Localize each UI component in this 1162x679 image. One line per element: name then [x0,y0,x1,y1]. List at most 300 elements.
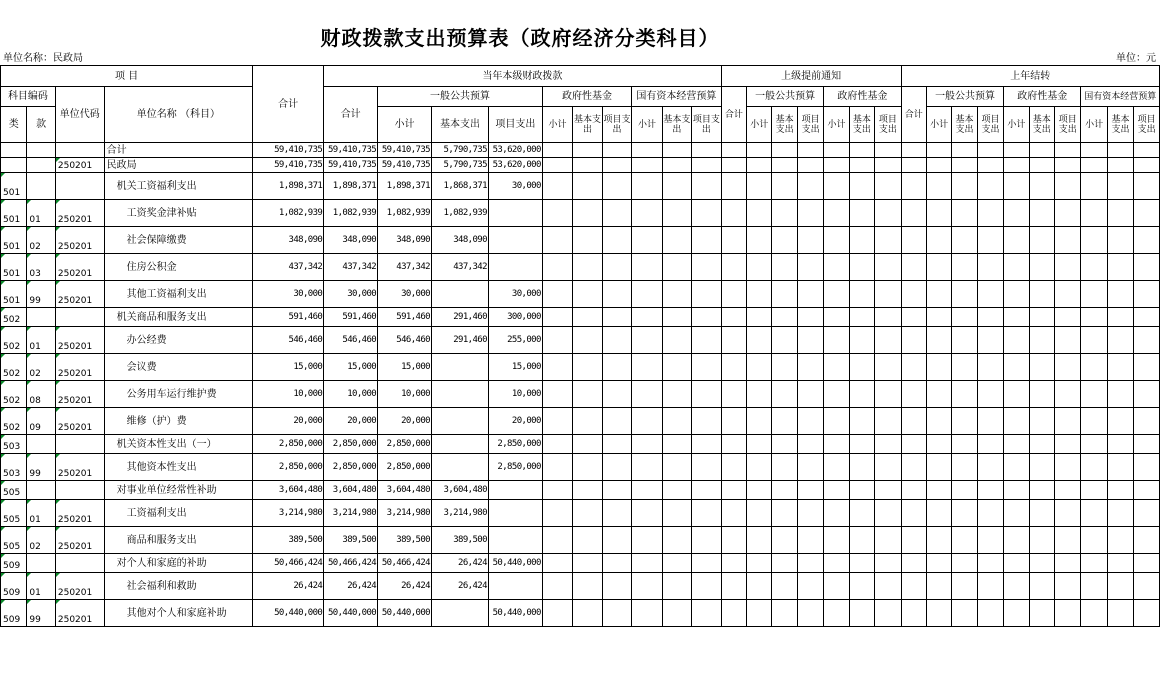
cell-empty [662,600,691,627]
header-un-f-basic: 基本支出 [849,107,874,143]
cell-name [104,143,252,158]
cell-empty [1134,227,1160,254]
cell-lei [1,354,27,381]
cell-unit-code [55,173,104,200]
cell-empty [901,354,926,381]
cell-cy-total-text: 26,424 [347,580,377,591]
cell-empty [952,327,977,354]
cell-kuan-text: 99 [29,469,41,479]
cell-lei-text: 501 [3,269,21,279]
cell-basic [432,554,489,573]
table-row [1,435,1160,454]
cell-empty [772,500,797,527]
cell-empty [901,500,926,527]
cell-total [253,500,324,527]
cell-empty [977,435,1003,454]
cell-empty [772,454,797,481]
cell-empty [824,573,849,600]
cell-marker-icon [56,408,60,412]
cell-empty [747,435,772,454]
cell-project [488,408,542,435]
cell-lei [1,554,27,573]
cell-empty [692,254,721,281]
cell-kuan [27,227,55,254]
cell-name [104,158,252,173]
cell-marker-icon [27,527,31,531]
cell-name-text: 维修（护）费 [126,415,187,427]
cell-empty [772,281,797,308]
cell-empty [901,158,926,173]
cell-empty [901,308,926,327]
cell-total-text: 20,000 [293,415,323,426]
cell-marker-icon [56,381,60,385]
cell-empty [1055,227,1081,254]
table-row [1,500,1160,527]
cell-total [253,254,324,281]
cell-subtotal-text: 3,214,980 [386,507,430,518]
cell-name-text: 民政局 [106,159,137,171]
cell-empty [849,143,874,158]
cell-empty [1107,554,1133,573]
cell-empty [1107,308,1133,327]
cell-empty [632,200,662,227]
cell-empty [632,573,662,600]
cell-empty [1055,435,1081,454]
cell-empty [1004,354,1029,381]
cell-total-text: 546,460 [288,334,323,345]
cell-kuan [27,281,55,308]
cell-basic [432,435,489,454]
cell-empty [1081,254,1107,281]
cell-empty [1134,600,1160,627]
cell-empty [692,573,721,600]
cell-empty [977,454,1003,481]
cell-subtotal [378,143,432,158]
cell-subtotal-text: 20,000 [401,415,430,426]
cell-subtotal-text: 1,898,371 [386,180,430,191]
cell-unit-code [55,408,104,435]
cell-empty [721,500,746,527]
cell-empty [875,435,901,454]
cell-empty [1081,354,1107,381]
table-row [1,254,1160,281]
cell-empty [1055,158,1081,173]
cell-basic [432,281,489,308]
cell-project-text: 300,000 [507,311,541,322]
cell-unit-code [55,435,104,454]
cell-name-text: 机关资本性支出（一） [116,438,217,450]
cell-empty [1081,227,1107,254]
cell-project [488,227,542,254]
cell-empty [1081,500,1107,527]
cell-kuan-text: 99 [29,615,41,625]
cell-subtotal-text: 1,082,939 [386,207,430,218]
cell-empty [849,454,874,481]
cell-empty [542,227,572,254]
cell-marker-icon [1,527,5,531]
table-row [1,327,1160,354]
cell-empty [747,254,772,281]
cell-empty [542,454,572,481]
cell-empty [573,573,602,600]
cell-empty [849,554,874,573]
cell-empty [952,554,977,573]
cell-basic [432,173,489,200]
cell-marker-icon [27,281,31,285]
cell-empty [901,281,926,308]
cell-empty [662,527,691,554]
cell-empty [1055,554,1081,573]
cell-lei [1,600,27,627]
header-last-year: 上年结转 [901,66,1159,87]
cell-name-text: 其他对个人和家庭补助 [126,607,227,619]
cell-total-text: 59,410,735 [274,144,323,155]
cell-empty [1004,281,1029,308]
cell-empty [602,600,631,627]
cell-unit-code-text: 250201 [57,515,93,525]
cell-cy-total-text: 437,342 [342,261,377,272]
header-ly-s-basic: 基本支出 [1107,107,1133,143]
cell-empty [1134,381,1160,408]
cell-empty [1107,381,1133,408]
cell-lei [1,308,27,327]
cell-empty [1107,227,1133,254]
cell-name [104,254,252,281]
cell-empty [977,408,1003,435]
cell-unit-code-text: 250201 [57,269,93,279]
cell-name-text: 商品和服务支出 [126,534,197,546]
cell-empty [926,573,951,600]
header-ly-g-sub: 小计 [926,107,951,143]
cell-empty [901,554,926,573]
header-unit-name: 单位名称 （科目） [104,87,252,143]
cell-empty [1107,527,1133,554]
cell-total-text: 1,082,939 [278,207,323,218]
header-ly-f-project: 项目支出 [1055,107,1081,143]
cell-empty [977,354,1003,381]
cell-empty [1134,354,1160,381]
cell-empty [1055,454,1081,481]
cell-empty [875,454,901,481]
cell-empty [1029,454,1054,481]
cell-marker-icon [27,254,31,258]
cell-project-text: 2,850,000 [497,438,541,449]
cell-empty [692,173,721,200]
cell-empty [926,554,951,573]
cell-empty [542,143,572,158]
cell-empty [772,354,797,381]
cell-marker-icon [1,227,5,231]
cell-empty [1029,281,1054,308]
cell-empty [573,143,602,158]
cell-empty [1029,527,1054,554]
cell-empty [1107,481,1133,500]
cell-empty [692,200,721,227]
cell-subtotal-text: 30,000 [401,288,430,299]
cell-cy-total-text: 389,500 [342,534,377,545]
cell-marker-icon [1,500,5,504]
cell-lei-text: 503 [3,469,21,479]
cell-empty [1055,254,1081,281]
cell-empty [824,527,849,554]
cell-kuan [27,600,55,627]
cell-total-text: 10,000 [293,388,323,399]
cell-empty [926,200,951,227]
header-ly-state-capital: 国有资本经营预算 [1081,87,1160,107]
cell-empty [632,158,662,173]
cell-name-text: 对事业单位经常性补助 [116,484,217,496]
cell-project [488,327,542,354]
cell-name [104,481,252,500]
cell-empty [772,435,797,454]
cell-empty [721,173,746,200]
cell-empty [662,354,691,381]
cell-empty [573,554,602,573]
cell-marker-icon [27,227,31,231]
cell-kuan [27,308,55,327]
cell-empty [1004,435,1029,454]
table-row [1,173,1160,200]
cell-empty [573,527,602,554]
cell-empty [747,200,772,227]
header-state-capital: 国有资本经营预算 [632,87,721,107]
cell-empty [1081,327,1107,354]
header-total: 合计 [253,66,324,143]
cell-marker-icon [1,454,5,458]
header-ly-f-basic: 基本支出 [1029,107,1054,143]
cell-empty [875,573,901,600]
cell-lei [1,327,27,354]
cell-kuan-text: 01 [29,515,41,525]
cell-kuan [27,327,55,354]
cell-total-text: 3,604,480 [278,484,323,495]
cell-empty [1081,554,1107,573]
cell-empty [662,200,691,227]
cell-subtotal [378,408,432,435]
cell-empty [542,327,572,354]
cell-empty [747,454,772,481]
cell-total-text: 15,000 [293,361,323,372]
cell-empty [721,327,746,354]
header-lei: 类 [1,107,27,143]
cell-empty [692,308,721,327]
cell-empty [692,281,721,308]
cell-empty [824,381,849,408]
cell-empty [977,227,1003,254]
cell-empty [692,327,721,354]
cell-marker-icon [1,435,5,439]
cell-kuan-text: 02 [29,369,41,379]
cell-lei [1,454,27,481]
cell-basic-text: 3,214,980 [443,507,487,518]
cell-project [488,173,542,200]
cell-empty [662,173,691,200]
cell-empty [1055,481,1081,500]
cell-empty [1004,254,1029,281]
cell-subtotal-text: 389,500 [396,534,430,545]
cell-empty [1029,481,1054,500]
cell-lei [1,254,27,281]
cell-empty [952,158,977,173]
cell-empty [797,354,823,381]
cell-marker-icon [1,354,5,358]
cell-name [104,381,252,408]
table-row [1,308,1160,327]
cell-cy-total [324,327,378,354]
cell-marker-icon [56,527,60,531]
cell-empty [1107,327,1133,354]
cell-empty [692,554,721,573]
cell-empty [824,158,849,173]
cell-marker-icon [56,500,60,504]
cell-project [488,500,542,527]
cell-basic [432,527,489,554]
cell-marker-icon [56,573,60,577]
cell-lei-text: 502 [3,423,21,433]
cell-cy-total-text: 15,000 [347,361,377,372]
cell-basic-text: 26,424 [458,557,487,568]
cell-empty [772,173,797,200]
cell-name [104,281,252,308]
cell-empty [1004,527,1029,554]
cell-total-text: 30,000 [293,288,323,299]
cell-empty [721,573,746,600]
cell-empty [692,454,721,481]
cell-empty [875,327,901,354]
cell-marker-icon [27,454,31,458]
cell-cy-total-text: 3,214,980 [332,507,377,518]
cell-empty [632,554,662,573]
cell-empty [772,143,797,158]
cell-empty [1055,527,1081,554]
cell-kuan-text: 03 [29,269,41,279]
cell-kuan [27,554,55,573]
cell-kuan-text: 01 [29,215,41,225]
cell-empty [772,227,797,254]
cell-empty [747,381,772,408]
cell-name-text: 社会福利和救助 [126,580,197,592]
cell-unit-code-text: 250201 [57,215,93,225]
table-row [1,158,1160,173]
cell-project [488,308,542,327]
cell-empty [824,554,849,573]
cell-empty [875,173,901,200]
cell-basic-text: 291,460 [453,334,487,345]
cell-lei-text: 502 [3,396,21,406]
cell-marker-icon [1,381,5,385]
cell-empty [977,573,1003,600]
cell-empty [926,254,951,281]
cell-marker-icon [27,408,31,412]
cell-empty [1107,158,1133,173]
cell-empty [1029,173,1054,200]
cell-empty [849,381,874,408]
cell-empty [721,308,746,327]
cell-empty [875,481,901,500]
cell-cy-total-text: 2,850,000 [332,438,377,449]
cell-empty [824,254,849,281]
cell-subtotal [378,308,432,327]
header-un-g-sub: 小计 [747,107,772,143]
cell-empty [692,408,721,435]
cell-empty [1029,435,1054,454]
cell-empty [797,381,823,408]
cell-empty [772,327,797,354]
cell-empty [662,254,691,281]
cell-total [253,435,324,454]
cell-unit-code-text: 250201 [57,161,93,171]
table-row [1,143,1160,158]
cell-empty [952,281,977,308]
cell-empty [772,381,797,408]
cell-cy-total [324,527,378,554]
cell-unit-code-text: 250201 [57,296,93,306]
budget-table [0,65,1160,627]
cell-empty [1081,600,1107,627]
cell-project [488,254,542,281]
table-row [1,408,1160,435]
cell-empty [1004,573,1029,600]
cell-empty [952,454,977,481]
cell-name [104,573,252,600]
cell-empty [1081,573,1107,600]
cell-empty [747,227,772,254]
cell-empty [1081,454,1107,481]
cell-empty [1055,200,1081,227]
cell-empty [1134,527,1160,554]
cell-name-text: 会议费 [126,361,157,373]
cell-empty [1081,158,1107,173]
cell-empty [1055,281,1081,308]
cell-marker-icon [27,327,31,331]
cell-empty [824,308,849,327]
cell-empty [632,354,662,381]
cell-empty [1081,173,1107,200]
cell-empty [1081,143,1107,158]
cell-empty [542,481,572,500]
header-un-total: 合计 [721,87,746,143]
cell-empty [926,354,951,381]
cell-lei [1,200,27,227]
cell-empty [1107,143,1133,158]
cell-empty [849,254,874,281]
cell-empty [1134,554,1160,573]
cell-empty [747,354,772,381]
cell-project [488,600,542,627]
cell-empty [662,158,691,173]
cell-cy-total-text: 546,460 [342,334,377,345]
cell-cy-total-text: 10,000 [347,388,377,399]
cell-cy-total [324,500,378,527]
cell-basic [432,381,489,408]
unit-name-label: 单位名称：民政局 [3,53,83,64]
cell-empty [772,158,797,173]
cell-total-text: 1,898,371 [278,180,323,191]
cell-empty [952,408,977,435]
cell-empty [662,573,691,600]
cell-subtotal-text: 591,460 [396,311,430,322]
cell-empty [1134,281,1160,308]
cell-cy-total-text: 30,000 [347,288,377,299]
cell-basic [432,327,489,354]
cell-marker-icon [27,381,31,385]
cell-project [488,435,542,454]
cell-project [488,158,542,173]
cell-name [104,173,252,200]
cell-kuan-text: 09 [29,423,41,433]
header-gf-project: 项目支出 [602,107,631,143]
cell-basic [432,481,489,500]
